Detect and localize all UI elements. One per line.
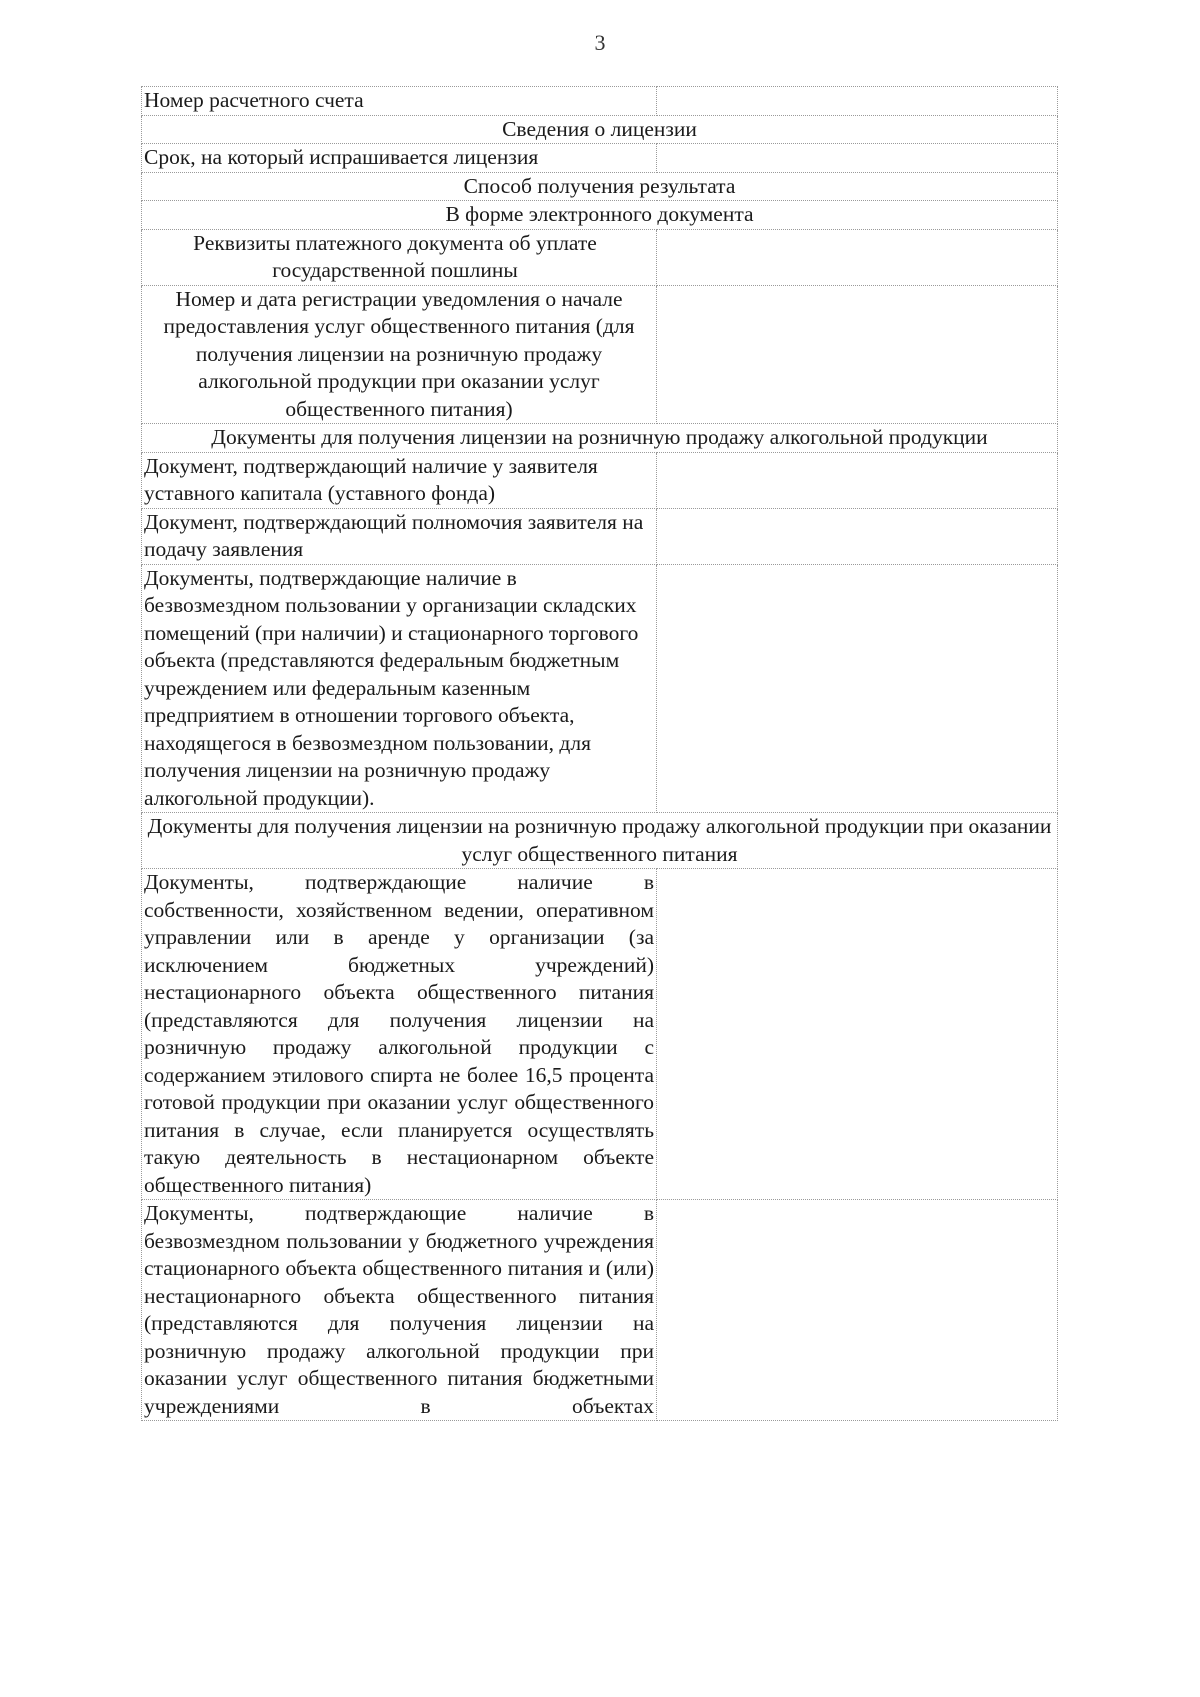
table-row <box>142 564 1058 813</box>
table-row <box>142 285 1058 424</box>
row-label-payment-details: Реквизиты платежного документа об уплате государственной пошлины <box>142 229 657 285</box>
row-label-budget-institution-catering: Документы, подтверждающие наличие в безвозмездном пользовании у бюджетного учреждения стационарного объекта общественного питания и (или) нестационарного объекта общественного питания (представляются для получения лицензии на розничную продажу алкогольной продукции при оказании услуг общественного питания бюджетными учреждениями в объектах <box>142 1200 657 1421</box>
row-label-free-use-premises: Документы, подтверждающие наличие в безвозмездном пользовании у организации складских помещений (при наличии) и стационарного торгового объекта (представляются федеральным бюджетным учреждением или федеральным казенным предприятием в отношении торгового объекта, находящегося в безвозмездном пользовании, для получения лицензии на розничную продажу алкогольной продукции). <box>142 564 657 813</box>
table-row <box>142 813 1058 869</box>
row-value-field[interactable] <box>657 869 1058 1200</box>
table-row <box>142 1200 1058 1421</box>
table-row <box>142 87 1058 116</box>
row-value-field[interactable] <box>657 144 1058 173</box>
row-label-account-number: Номер расчетного счета <box>142 87 657 116</box>
row-value-field[interactable] <box>657 285 1058 424</box>
table-row <box>142 424 1058 453</box>
section-heading-result-method: Способ получения результата <box>142 172 1058 201</box>
table-row <box>142 115 1058 144</box>
row-value-field[interactable] <box>657 564 1058 813</box>
row-value-field[interactable] <box>657 229 1058 285</box>
row-value-field[interactable] <box>657 1200 1058 1421</box>
section-heading-catering-docs: Документы для получения лицензии на розничную продажу алкогольной продукции при оказании услуг общественного питания <box>142 813 1058 869</box>
row-label-license-term: Срок, на который испрашивается лицензия <box>142 144 657 173</box>
row-value-field[interactable] <box>657 508 1058 564</box>
section-heading-license-info: Сведения о лицензии <box>142 115 1058 144</box>
row-value-field[interactable] <box>657 452 1058 508</box>
section-heading-retail-docs: Документы для получения лицензии на розничную продажу алкогольной продукции <box>142 424 1058 453</box>
application-form-table <box>141 86 1058 1421</box>
table-row <box>142 144 1058 173</box>
row-value-field[interactable] <box>657 87 1058 116</box>
table-row <box>142 172 1058 201</box>
section-heading-electronic-form: В форме электронного документа <box>142 201 1058 230</box>
row-label-notification-registration: Номер и дата регистрации уведомления о начале предоставления услуг общественного питания (для получения лицензии на розничную продажу алкогольной продукции при оказании услуг общественного питания) <box>142 285 657 424</box>
row-label-authority-doc: Документ, подтверждающий полномочия заявителя на подачу заявления <box>142 508 657 564</box>
table-row <box>142 229 1058 285</box>
table-row <box>142 869 1058 1200</box>
row-label-nonstationary-catering: Документы, подтверждающие наличие в собственности, хозяйственном ведении, оперативном управлении или в аренде у организации (за исключением бюджетных учреждений) нестационарного объекта общественного питания (представляются для получения лицензии на розничную продажу алкогольной продукции с содержанием этилового спирта не более 16,5 процента готовой продукции при оказании услуг общественного питания в случае, если планируется осуществлять такую деятельность в нестационарном объекте общественного питания) <box>142 869 657 1200</box>
page-number: 3 <box>594 30 606 55</box>
table-row <box>142 508 1058 564</box>
table-row <box>142 201 1058 230</box>
table-row <box>142 452 1058 508</box>
row-label-charter-capital: Документ, подтверждающий наличие у заявителя уставного капитала (уставного фонда) <box>142 452 657 508</box>
